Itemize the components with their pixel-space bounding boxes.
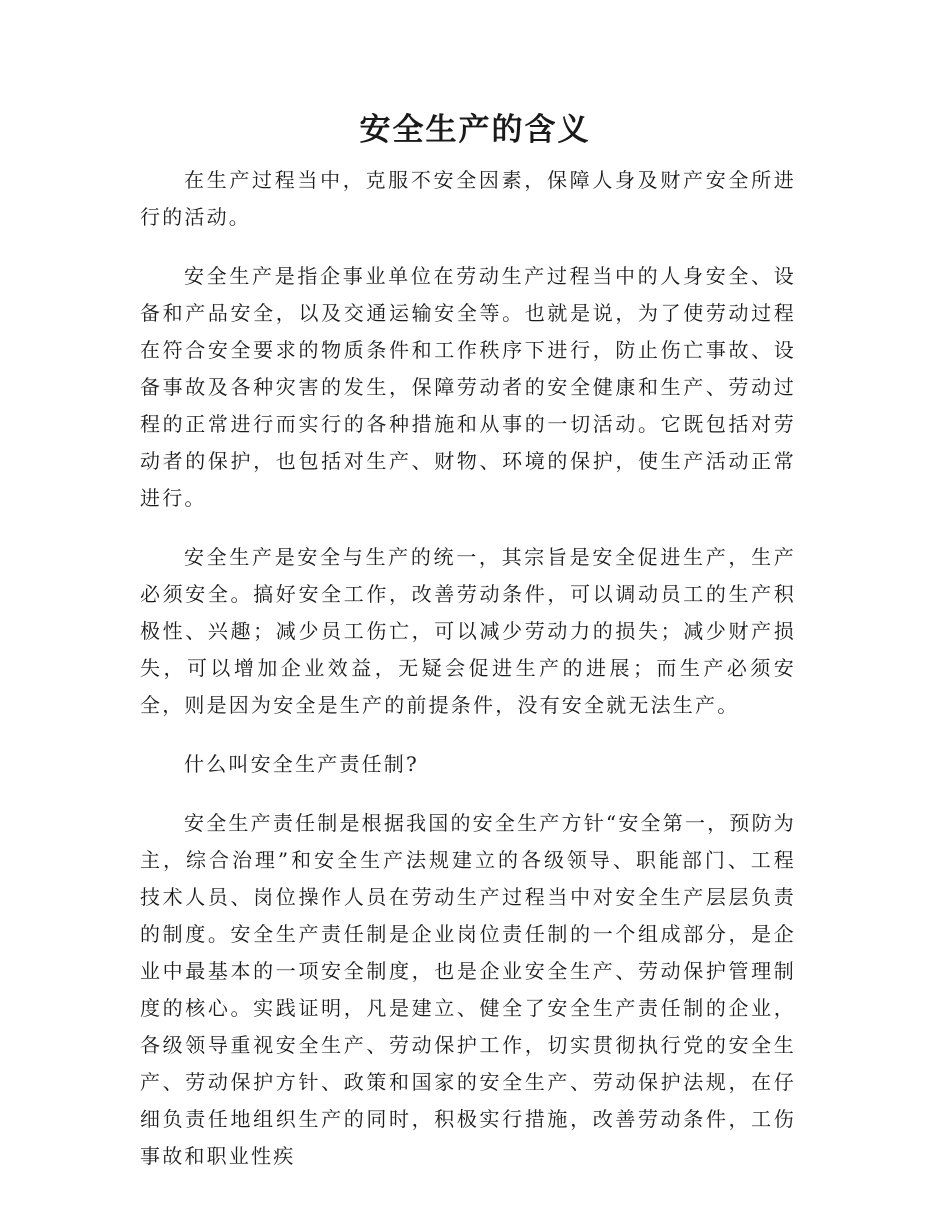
paragraph-question-heading: 什么叫安全生产责任制? xyxy=(184,752,419,776)
paragraph-safety-and-production-unity: 安全生产是安全与生产的统一，其宗旨是安全促进生产，生产必须安全。搞好安全工作，改善劳动条件，可以调动员工的生产积极性、兴趣；减少员工伤亡，可以减少劳动力的损失；减少财产损失，可以增加企业效益，无疑会促进生产的进展；而生产必须安全，则是因为安全是生产的前提条件，没有安全就无法生产。 xyxy=(140,545,796,717)
document-title: 安全生产的含义 xyxy=(359,112,591,148)
document-body xyxy=(140,162,796,1197)
paragraph-safety-production-meaning: 安全生产是指企事业单位在劳动生产过程当中的人身安全、设备和产品安全，以及交通运输安全等。也就是说，为了使劳动过程在符合安全要求的物质条件和工作秩序下进行，防止伤亡事故、设备事故及各种灾害的发生，保障劳动者的安全健康和生产、劳动过程的正常进行而实行的各种措施和从事的一切活动。它既包括对劳动者的保护，也包括对生产、财物、环境的保护，使生产活动正常进行。 xyxy=(140,264,796,510)
paragraph-responsibility-system: 安全生产责任制是根据我国的安全生产方针“安全第一，预防为主，综合治理”和安全生产法规建立的各级领导、职能部门、工程技术人员、岗位操作人员在劳动生产过程当中对安全生产层层负责的制度。安全生产责任制是企业岗位责任制的一个组成部分，是企业中最基本的一项安全制度，也是企业安全生产、劳动保护管理制度的核心。实践证明，凡是建立、健全了安全生产责任制的企业，各级领导重视安全生产、劳动保护工作，切实贯彻执行党的安全生产、劳动保护方针、政策和国家的安全生产、劳动保护法规，在仔细负责任地组织生产的同时，积极实行措施，改善劳动条件，工伤事故和职业性疾 xyxy=(140,811,796,1168)
paragraph-definition: 在生产过程当中，克服不安全因素，保障人身及财产安全所进行的活动。 xyxy=(140,168,796,229)
